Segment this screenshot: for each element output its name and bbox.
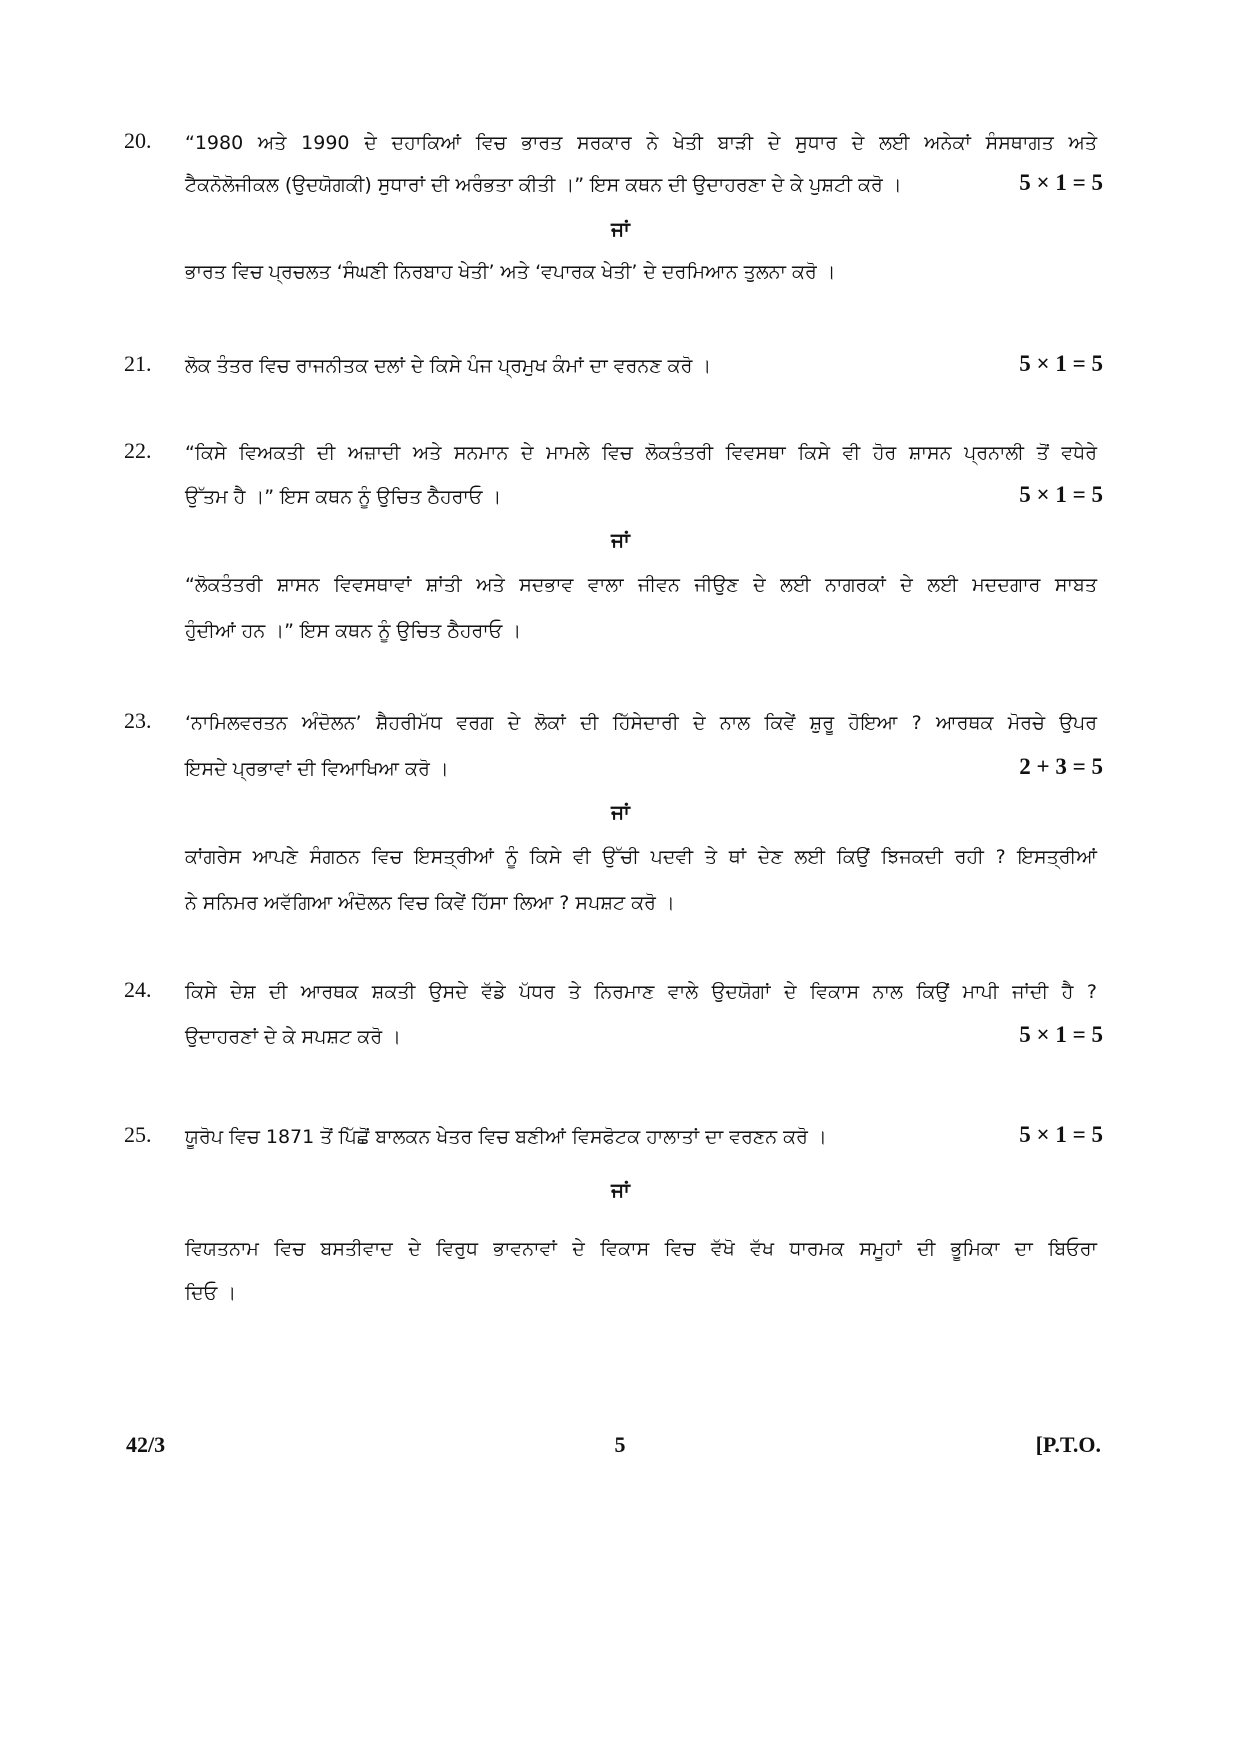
question-text-line: ਲੋਕ ਤੰਤਰ ਵਿਚ ਰਾਜਨੀਤਕ ਦਲਾਂ ਦੇ ਕਿਸੇ ਪੰਜ ਪ੍ਰਮੁਖ ਕੰਮਾਂ ਦਾ ਵਰਨਣ ਕਰੋ । — [185, 355, 712, 377]
or-divider: ਜਾਂ — [611, 528, 630, 552]
paper-code: 42/3 — [126, 1432, 166, 1457]
or-divider: ਜਾਂ — [611, 1178, 630, 1202]
question-text-line: ਉਦਾਹਰਣਾਂ ਦੇ ਕੇ ਸਪਸ਼ਟ ਕਰੋ । — [185, 1026, 401, 1048]
question-number: 23. — [124, 708, 152, 733]
please-turn-over-label: [P.T.O. — [1035, 1432, 1101, 1457]
question-number: 22. — [124, 438, 152, 463]
question-number: 25. — [124, 1122, 152, 1147]
marks-label: 5 × 1 = 5 — [1019, 1122, 1103, 1147]
or-divider: ਜਾਂ — [611, 217, 630, 241]
question-number: 21. — [124, 351, 152, 376]
marks-label: 5 × 1 = 5 — [1019, 1022, 1103, 1047]
question-text-line: ਉੱਤਮ ਹੈ ।” ਇਸ ਕਥਨ ਨੂੰ ਉਚਿਤ ਠੈਹਰਾਓ । — [185, 486, 502, 508]
alternative-question-line: “ਲੋਕਤੰਤਰੀ ਸ਼ਾਸਨ ਵਿਵਸਥਾਵਾਂ ਸ਼ਾਂਤੀ ਅਤੇ ਸਦਭਾਵ ਵਾਲਾ ਜੀਵਨ ਜੀਉਣ ਦੇ ਲਈ ਨਾਗਰਕਾਂ ਦੇ ਲਈ ਮਦਦਗਾਰ ਸਾਬਤ — [185, 574, 1097, 596]
alternative-question-line: ਭਾਰਤ ਵਿਚ ਪ੍ਰਚਲਤ ‘ਸੰਘਣੀ ਨਿਰਬਾਹ ਖੇਤੀ’ ਅਤੇ ‘ਵਪਾਰਕ ਖੇਤੀ’ ਦੇ ਦਰਮਿਆਨ ਤੁਲਨਾ ਕਰੋ । — [185, 261, 836, 283]
marks-label: 5 × 1 = 5 — [1019, 482, 1103, 507]
marks-label: 5 × 1 = 5 — [1019, 170, 1103, 195]
question-text-line: ਕਿਸੇ ਦੇਸ਼ ਦੀ ਆਰਥਕ ਸ਼ਕਤੀ ਉਸਦੇ ਵੱਡੇ ਪੱਧਰ ਤੇ ਨਿਰਮਾਣ ਵਾਲੇ ਉਦਯੋਗਾਂ ਦੇ ਵਿਕਾਸ ਨਾਲ ਕਿਉਂ ਮਾਪੀ ਜਾਂਦੀ ਹੈ ? — [185, 981, 1097, 1003]
question-text-line: ਯੂਰੋਪ ਵਿਚ 1871 ਤੋਂ ਪਿੱਛੋਂ ਬਾਲਕਨ ਖੇਤਰ ਵਿਚ ਬਣੀਆਂ ਵਿਸਫੋਟਕ ਹਾਲਾਤਾਂ ਦਾ ਵਰਣਨ ਕਰੋ । — [185, 1126, 827, 1148]
alternative-question-line: ਦਿਓ । — [185, 1282, 237, 1304]
or-divider: ਜਾਂ — [611, 800, 630, 824]
marks-label: 5 × 1 = 5 — [1019, 351, 1103, 376]
marks-label: 2 + 3 = 5 — [1019, 754, 1103, 779]
question-text-line: ‘ਨਾਮਿਲਵਰਤਨ ਅੰਦੋਲਨ’ ਸ਼ੈਹਰੀਮੱਧ ਵਰਗ ਦੇ ਲੋਕਾਂ ਦੀ ਹਿੱਸੇਦਾਰੀ ਦੇ ਨਾਲ ਕਿਵੇਂ ਸ਼ੁਰੂ ਹੋਇਆ ? ਆਰਥਕ ਮੋਰਚੇ ਉਪਰ — [185, 712, 1097, 734]
alternative-question-line: ਕਾਂਗਰੇਸ ਆਪਣੇ ਸੰਗਠਨ ਵਿਚ ਇਸਤ੍ਰੀਆਂ ਨੂੰ ਕਿਸੇ ਵੀ ਉੱਚੀ ਪਦਵੀ ਤੇ ਥਾਂ ਦੇਣ ਲਈ ਕਿਉਂ ਝਿਜਕਦੀ ਰਹੀ ? ਇਸਤ੍ਰੀਆਂ — [185, 846, 1097, 868]
page-number: 5 — [614, 1432, 626, 1457]
question-text-line: ਇਸਦੇ ਪ੍ਰਭਾਵਾਂ ਦੀ ਵਿਆਖਿਆ ਕਰੋ । — [185, 758, 449, 780]
question-text-line: “ਕਿਸੇ ਵਿਅਕਤੀ ਦੀ ਅਜ਼ਾਦੀ ਅਤੇ ਸਨਮਾਨ ਦੇ ਮਾਮਲੇ ਵਿਚ ਲੋਕਤੰਤਰੀ ਵਿਵਸਥਾ ਕਿਸੇ ਵੀ ਹੋਰ ਸ਼ਾਸਨ ਪ੍ਰਨਾਲੀ ਤੋਂ ਵਧੇਰੇ — [185, 442, 1097, 464]
question-number: 24. — [124, 977, 152, 1002]
question-text-line: ਟੈਕਨੋਲੋਜੀਕਲ (ਉਦਯੋਗਕੀ) ਸੁਧਾਰਾਂ ਦੀ ਅਰੰਭਤਾ ਕੀਤੀ ।” ਇਸ ਕਥਨ ਦੀ ਉਦਾਹਰਣਾ ਦੇ ਕੇ ਪੁਸ਼ਟੀ ਕਰੋ । — [185, 174, 902, 196]
alternative-question-line: ਨੇ ਸਨਿਮਰ ਅਵੱਗਿਆ ਅੰਦੋਲਨ ਵਿਚ ਕਿਵੇਂ ਹਿੱਸਾ ਲਿਆ ? ਸਪਸ਼ਟ ਕਰੋ । — [185, 892, 675, 914]
question-number: 20. — [124, 128, 152, 153]
question-text-line: “1980 ਅਤੇ 1990 ਦੇ ਦਹਾਕਿਆਂ ਵਿਚ ਭਾਰਤ ਸਰਕਾਰ ਨੇ ਖੇਤੀ ਬਾੜੀ ਦੇ ਸੁਧਾਰ ਦੇ ਲਈ ਅਨੇਕਾਂ ਸੰਸਥਾਗਤ ਅਤੇ — [185, 132, 1097, 154]
alternative-question-line: ਵਿਯਤਨਾਮ ਵਿਚ ਬਸਤੀਵਾਦ ਦੇ ਵਿਰੁਧ ਭਾਵਨਾਵਾਂ ਦੇ ਵਿਕਾਸ ਵਿਚ ਵੱਖੋ ਵੱਖ ਧਾਰਮਕ ਸਮੂਹਾਂ ਦੀ ਭੂਮਿਕਾ ਦਾ ਬਿਓਰਾ — [185, 1238, 1097, 1260]
alternative-question-line: ਹੁੰਦੀਆਂ ਹਨ ।” ਇਸ ਕਥਨ ਨੂੰ ਉਚਿਤ ਠੈਹਰਾਓ । — [185, 620, 522, 642]
